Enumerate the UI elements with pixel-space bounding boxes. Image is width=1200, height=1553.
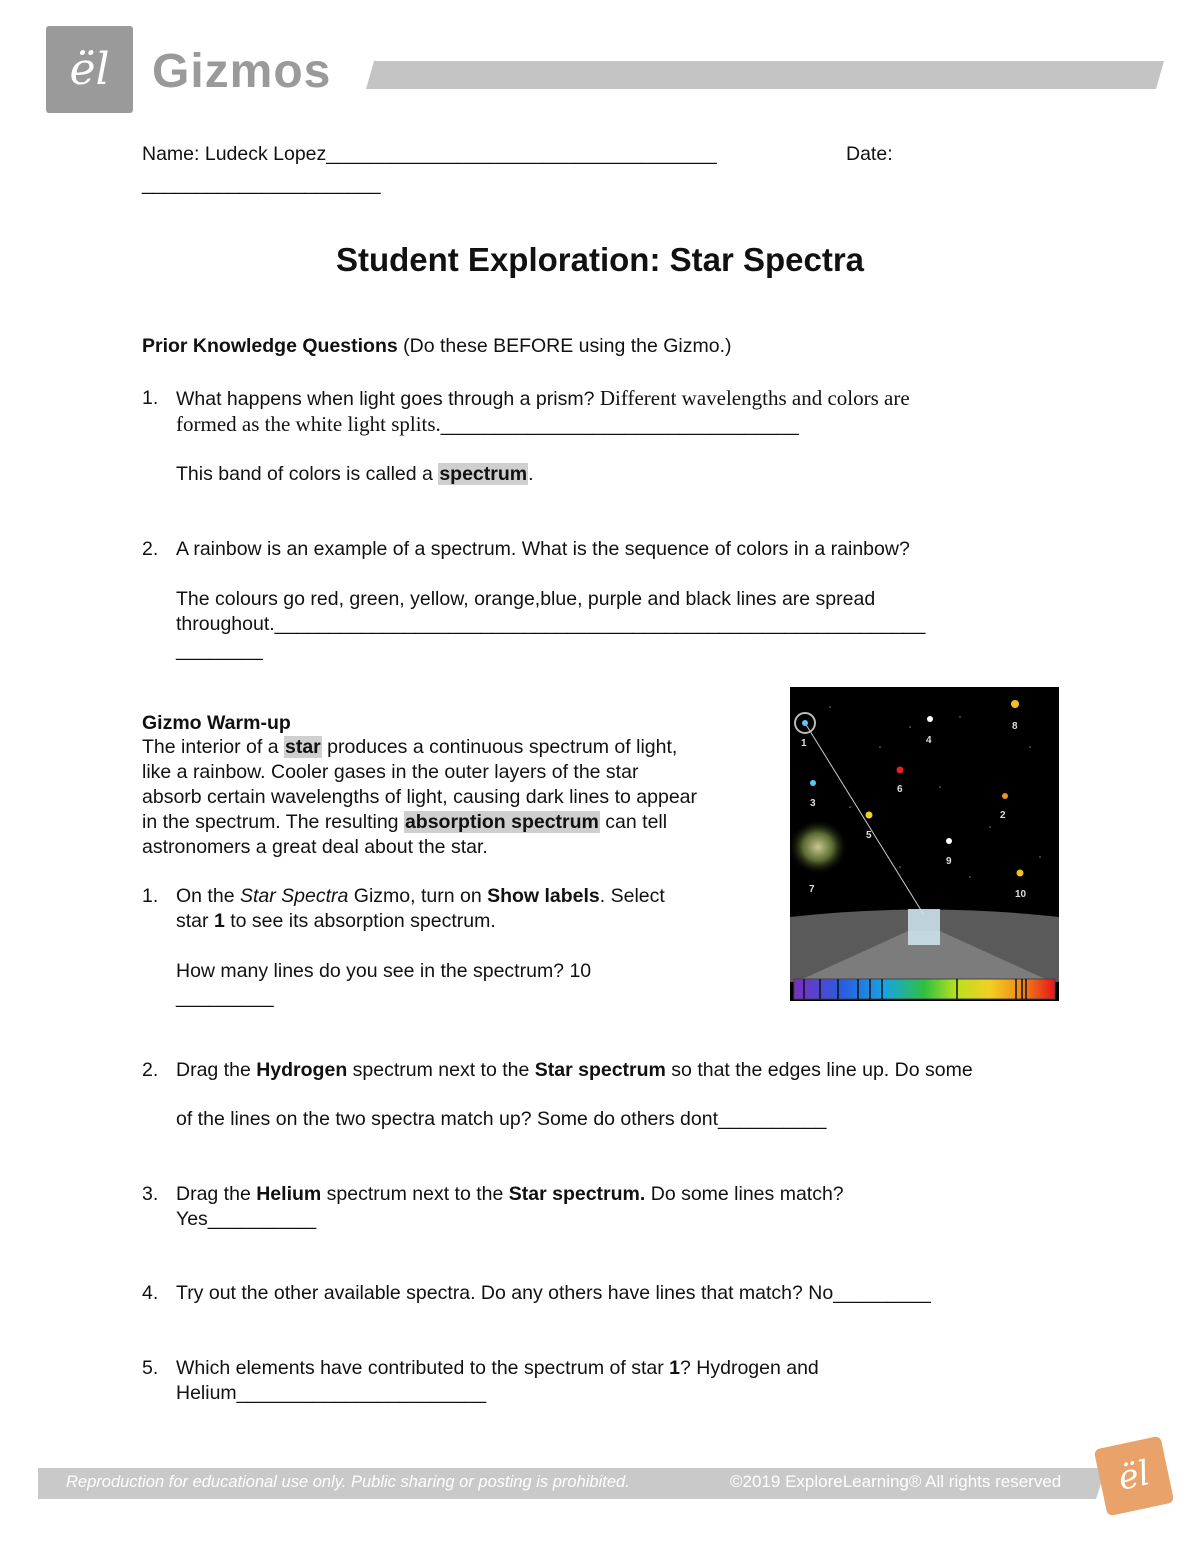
warmup-p4	[142, 810, 667, 835]
star-6[interactable]	[897, 767, 904, 774]
q2-line2: of the lines on the two spectra match up? Some do others dont__________	[176, 1108, 827, 1130]
warmup-p4-pre: in the spectrum. The resulting	[142, 811, 404, 833]
star-label-6: 6	[897, 784, 903, 795]
q2-star-spectrum: Star spectrum	[534, 1059, 666, 1081]
logo-text: ël	[69, 44, 110, 95]
star-5[interactable]	[866, 812, 873, 819]
star-10[interactable]	[1017, 870, 1024, 877]
warmup-p5: astronomers a great deal about the star.	[142, 836, 488, 858]
warmup-p1	[142, 735, 677, 760]
q3-number: 3.	[142, 1183, 159, 1205]
warmup-p2: like a rainbow. Cooler gases in the outer layers of the star	[142, 761, 639, 783]
q5-pre: Which elements have contributed to the spectrum of star	[176, 1357, 670, 1379]
name-line: Name: Ludeck Lopez____________________________________	[142, 143, 717, 165]
wq1-b-post: to see its absorption spectrum.	[224, 910, 496, 932]
spectrum-pre: This band of colors is called a	[176, 463, 439, 485]
nebula	[790, 819, 848, 875]
star-label-7: 7	[809, 884, 815, 895]
gizmo-scene	[790, 687, 1059, 1001]
spectrum-sentence	[176, 462, 534, 487]
q1-number: 1.	[142, 387, 159, 409]
date-label: Date:	[846, 143, 893, 165]
wq1-pre: On the	[176, 885, 240, 907]
footer-copyright: ©2019 ExploreLearning® All rights reserved	[730, 1472, 1062, 1491]
warmup-p4-post: can tell	[599, 811, 668, 833]
explorelearning-logo	[46, 26, 133, 113]
warmup-p3: absorb certain wavelengths of light, causing dark lines to appear	[142, 786, 697, 808]
wq1-b-pre: star	[176, 910, 214, 932]
star-9[interactable]	[946, 838, 952, 844]
q5-line1	[176, 1356, 819, 1381]
prism	[908, 909, 940, 945]
header-bar	[366, 61, 1164, 89]
warmup-p1-post: produces a continuous spectrum of light,	[321, 736, 678, 758]
gizmos-brand: Gizmos	[152, 45, 332, 98]
q2-post: so that the edges line up. Do some	[665, 1059, 973, 1081]
star-label-4: 4	[926, 735, 932, 746]
q2-line1	[176, 1058, 973, 1083]
prior-q2-answer-c: ________	[176, 639, 263, 661]
page-title: Student Exploration: Star Spectra	[335, 241, 865, 278]
q2-number: 2.	[142, 1059, 159, 1081]
prior-q1-answer-a: Different wavelengths and colors are	[599, 386, 910, 410]
corner-logo-text: ël	[1114, 1453, 1154, 1499]
q2-hydrogen: Hydrogen	[256, 1059, 348, 1081]
q5-post: ? Hydrogen and	[680, 1357, 819, 1379]
q3-star-spectrum: Star spectrum.	[508, 1183, 646, 1205]
warmup-q1-line2	[176, 909, 496, 934]
star-8[interactable]	[1011, 700, 1019, 708]
q3-line1	[176, 1182, 844, 1207]
warmup-heading: Gizmo Warm-up	[142, 712, 291, 734]
wq1-b-bold: 1	[213, 910, 225, 932]
q5-number: 5.	[142, 1357, 159, 1379]
q3-post: Do some lines match?	[645, 1183, 844, 1205]
q4-text: Try out the other available spectra. Do any others have lines that match? No_________	[176, 1282, 931, 1304]
star-label-8: 8	[1012, 721, 1018, 732]
star-label-2: 2	[1000, 810, 1006, 821]
star-3[interactable]	[810, 780, 816, 786]
prior-note: (Do these BEFORE using the Gizmo.)	[397, 335, 732, 357]
prior-q1-line1	[176, 386, 910, 412]
q2-pre: Drag the	[176, 1059, 257, 1081]
star-label-3: 3	[810, 798, 816, 809]
star-label-1: 1	[801, 738, 807, 749]
prior-q1-blank: _________________________________	[440, 414, 799, 436]
prior-q1-line2	[176, 412, 799, 438]
star-label-10: 10	[1015, 889, 1027, 900]
wq1-italic: Star Spectra	[239, 885, 349, 907]
warmup-p1-pre: The interior of a	[142, 736, 284, 758]
warmup-q1-line1	[176, 884, 665, 909]
star-2[interactable]	[1002, 793, 1008, 799]
q3-pre: Drag the	[176, 1183, 257, 1205]
q5-star-number: 1	[669, 1357, 681, 1379]
q5-line2: Helium_______________________	[176, 1382, 487, 1404]
absorption-spectrum-term: absorption spectrum	[404, 811, 599, 833]
wq1-bold: Show labels	[487, 885, 600, 907]
prior-q2-answer-a: The colours go red, green, yellow, orange,blue, purple and black lines are spread	[176, 588, 876, 610]
star-label-9: 9	[946, 856, 952, 867]
star-label-5: 5	[866, 830, 872, 841]
q4-number: 4.	[142, 1282, 159, 1304]
wq1-post: . Select	[599, 885, 665, 907]
corner-logo	[1094, 1436, 1175, 1517]
warmup-star-term: star	[284, 736, 321, 758]
q3-helium: Helium	[256, 1183, 322, 1205]
spectrum-post: .	[528, 463, 534, 485]
star-4[interactable]	[927, 716, 933, 722]
wq1-mid: Gizmo, turn on	[348, 885, 488, 907]
prior-heading-text: Prior Knowledge Questions	[142, 335, 398, 357]
warmup-q1-question: How many lines do you see in the spectrum? 10	[176, 960, 592, 982]
prior-knowledge-heading	[142, 334, 732, 359]
spectrum-term: spectrum	[439, 463, 528, 485]
q3-mid: spectrum next to the	[321, 1183, 509, 1205]
warmup-q1-blank: _________	[176, 986, 274, 1008]
date-blank: ______________________	[142, 173, 381, 195]
prior-q1-answer-b: formed as the white light splits.	[176, 412, 441, 436]
q2-mid: spectrum next to the	[347, 1059, 535, 1081]
q2-number: 2.	[142, 538, 159, 560]
q3-line2: Yes__________	[176, 1208, 317, 1230]
star-1[interactable]	[802, 720, 808, 726]
prior-q1-question: What happens when light goes through a prism?	[176, 388, 600, 410]
prior-q2-answer-b: throughout.____________________________________________________________	[176, 613, 926, 635]
footer-disclaimer: Reproduction for educational use only. Public sharing or posting is prohibited.	[66, 1473, 630, 1491]
warmup-q1-number: 1.	[142, 885, 159, 907]
star-spectra-gizmo-image	[790, 687, 1059, 1001]
prior-q2-question: A rainbow is an example of a spectrum. What is the sequence of colors in a rainbow?	[176, 538, 910, 560]
